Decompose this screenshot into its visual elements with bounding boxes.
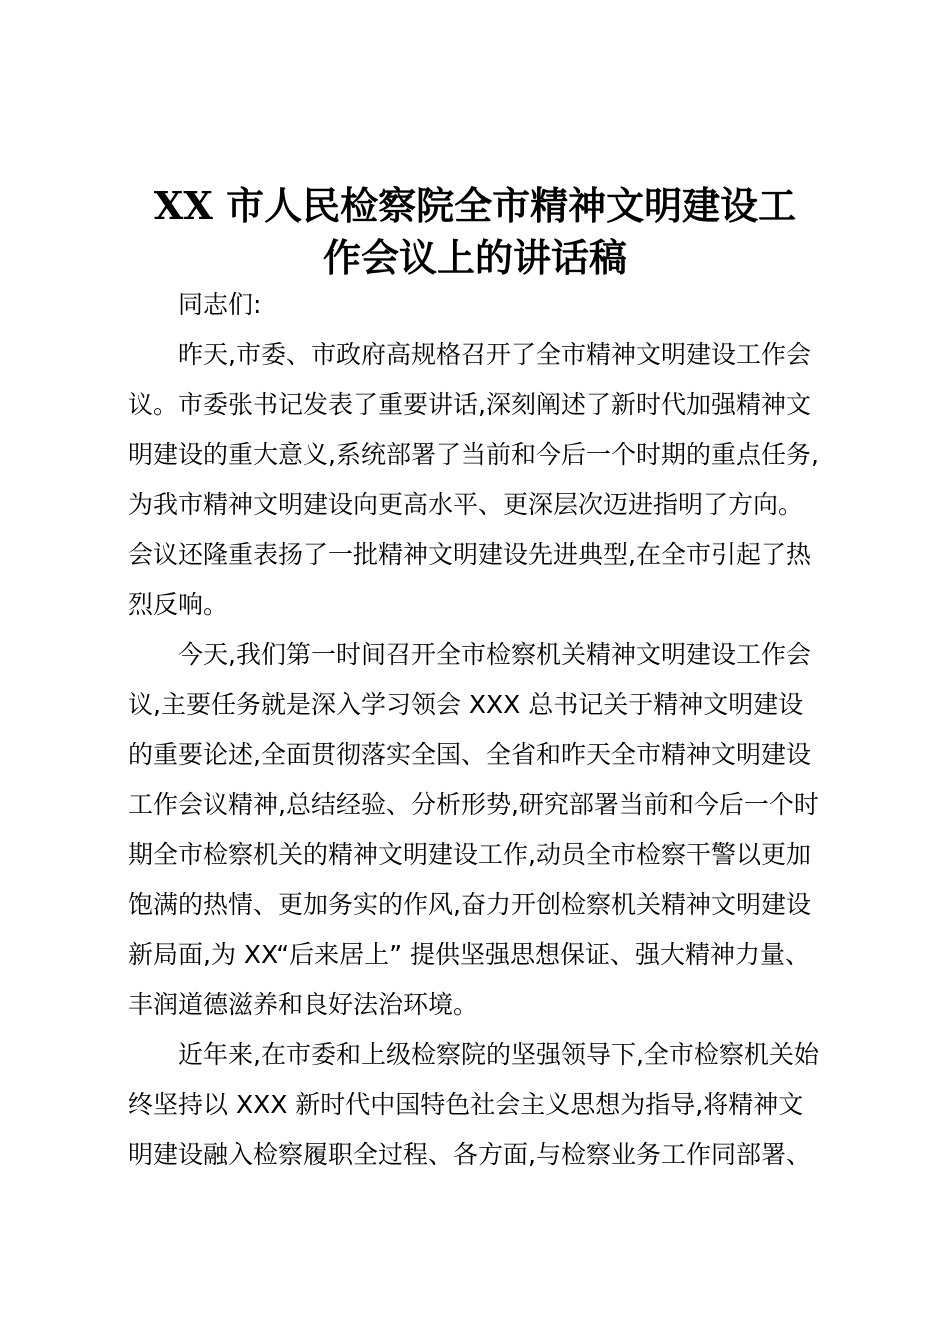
title-line: 作会议上的讲话稿	[322, 235, 627, 280]
text-line: 烈反响。	[128, 590, 229, 619]
text-line: 明建设的重大意义,系统部署了当前和今后一个时期的重点任务,	[128, 440, 819, 469]
document-body	[128, 280, 838, 1180]
text-line: 新局面,为 XX“后来居上” 提供坚强思想保证、强大精神力量、	[128, 940, 811, 969]
text-line: 明建设融入检察履职全过程、各方面,与检察业务工作同部署、	[128, 1140, 811, 1169]
text-line: 工作会议精神,总结经验、分析形势,研究部署当前和今后一个时	[128, 790, 819, 819]
text-line: 近年来,在市委和上级检察院的坚强领导下,全市检察机关始	[178, 1040, 819, 1069]
text-line: 昨天,市委、市政府高规格召开了全市精神文明建设工作会	[178, 340, 811, 369]
text-line: 的重要论述,全面贯彻落实全国、全省和昨天全市精神文明建设	[128, 740, 811, 769]
text-line: 同志们:	[178, 290, 262, 319]
text-line: 期全市检察机关的精神文明建设工作,动员全市检察干警以更加	[128, 840, 811, 869]
text-line: 丰润道德滋养和良好法治环境。	[128, 990, 479, 1019]
text-line: 终坚持以 XXX 新时代中国特色社会主义思想为指导,将精神文	[128, 1090, 804, 1119]
text-line: 会议还隆重表扬了一批精神文明建设先进典型,在全市引起了热	[128, 540, 811, 569]
text-line: 饱满的热情、更加务实的作风,奋力开创检察机关精神文明建设	[128, 890, 811, 919]
text-line: 为我市精神文明建设向更高水平、更深层次迈进指明了方向。	[128, 490, 804, 519]
title-line: XX 市人民检察院全市精神文明建设工	[153, 183, 797, 228]
text-line: 议,主要任务就是深入学习领会 XXX 总书记关于精神文明建设	[128, 690, 804, 719]
text-line: 议。市委张书记发表了重要讲话,深刻阐述了新时代加强精神文	[128, 390, 811, 419]
text-line: 今天,我们第一时间召开全市检察机关精神文明建设工作会	[178, 640, 811, 669]
document-title	[120, 180, 830, 284]
